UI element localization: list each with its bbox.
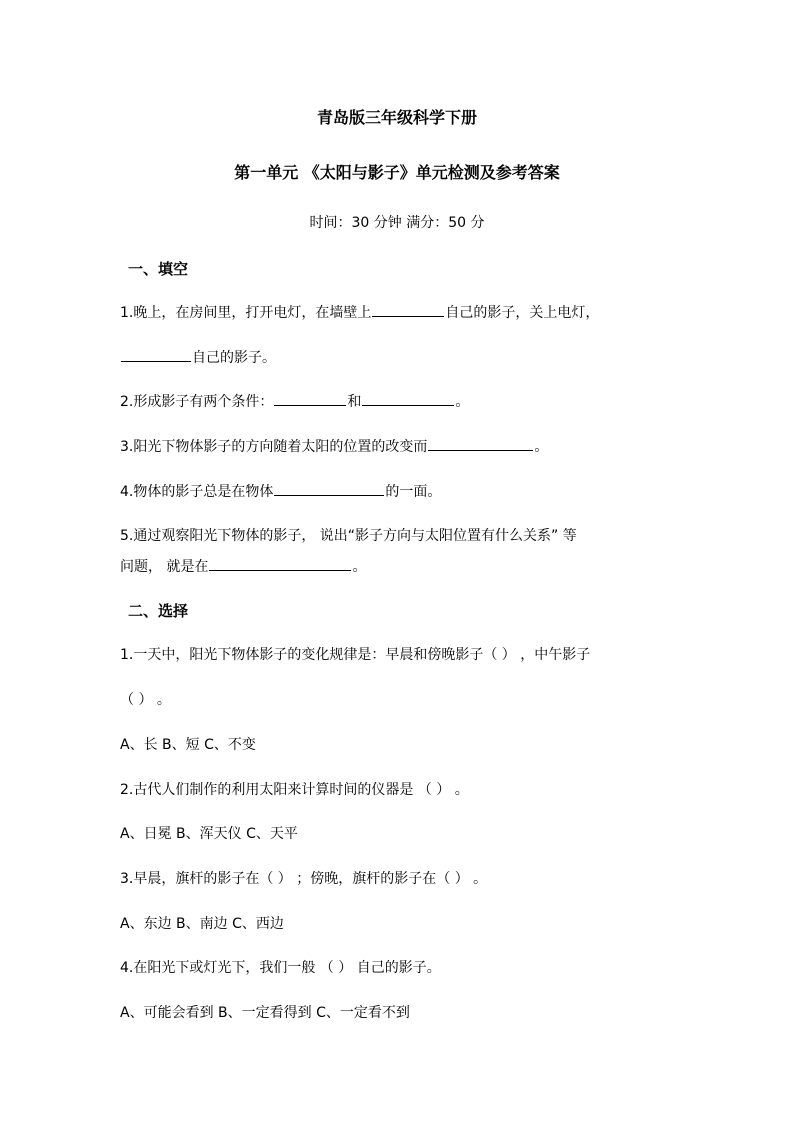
question-text: 和 [347, 394, 362, 410]
choice-question-2: 2.古代人们制作的利用太阳来计算时间的仪器是 （ ） 。 [120, 782, 469, 798]
question-text: 自己的影子。 [192, 350, 276, 366]
fill-question-3 [120, 436, 548, 456]
fill-question-4 [120, 481, 441, 501]
choice-question-2-options: A、日冕 B、浑天仪 C、天平 [120, 826, 298, 842]
fill-question-1-line1 [120, 302, 599, 322]
answer-blank[interactable] [274, 481, 384, 496]
fill-question-5-line1: 5.通过观察阳光下物体的影子， 说出“影子方向与太阳位置有什么关系” 等 [120, 528, 577, 544]
answer-blank[interactable] [121, 347, 191, 362]
section-heading-choice: 二、选择 [128, 602, 189, 620]
question-text: 3.阳光下物体影子的方向随着太阳的位置的改变而 [120, 439, 428, 455]
question-text: 2.形成影子有两个条件： [120, 394, 274, 410]
choice-question-3-options: A、东边 B、南边 C、西边 [120, 916, 284, 932]
fill-question-2 [120, 391, 469, 411]
time-score-info: 时间：30 分钟 满分：50 分 [309, 215, 485, 231]
fill-question-5-line2 [120, 556, 366, 576]
answer-blank[interactable] [372, 302, 444, 317]
answer-blank[interactable] [428, 436, 533, 451]
choice-question-1-line1: 1.一天中，阳光下物体影子的变化规律是：早晨和傍晚影子（ ） ，中午影子 [120, 647, 591, 663]
worksheet-title: 青岛版三年级科学下册 [316, 108, 477, 127]
answer-blank[interactable] [209, 556, 351, 571]
question-text: 。 [352, 559, 367, 575]
choice-question-3: 3.早晨，旗杆的影子在（ ） ；傍晚，旗杆的影子在（ ） 。 [120, 871, 488, 887]
question-text: 的一面。 [385, 484, 442, 500]
question-text: 。 [455, 394, 470, 410]
choice-question-1-options: A、长 B、短 C、不变 [120, 737, 256, 753]
question-text: 自己的影子，关上电灯， [445, 305, 600, 321]
answer-blank[interactable] [274, 391, 346, 406]
choice-question-4-options: A、可能会看到 B、一定看得到 C、一定看不到 [120, 1005, 410, 1021]
choice-question-4: 4.在阳光下或灯光下，我们一般 （ ） 自己的影子。 [120, 960, 441, 976]
answer-blank[interactable] [362, 391, 454, 406]
unit-subtitle: 第一单元 《太阳与影子》单元检测及参考答案 [234, 163, 560, 182]
fill-question-1-line2 [120, 347, 276, 367]
question-text: 4.物体的影子总是在物体 [120, 484, 274, 500]
section-heading-fill: 一、填空 [128, 260, 189, 278]
question-text: 。 [534, 439, 549, 455]
question-text: 问题， 就是在 [120, 559, 209, 575]
question-text: 1.晚上，在房间里，打开电灯，在墙壁上 [120, 305, 372, 321]
choice-question-1-line2: （ ） 。 [120, 692, 171, 708]
